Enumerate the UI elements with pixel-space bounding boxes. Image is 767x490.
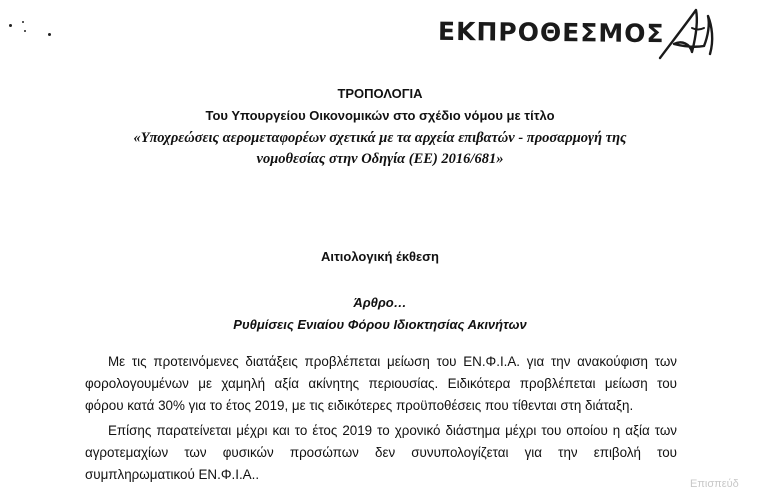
deadline-stamp: ΕΚΠΡΟΘΕΣΜΟΣ <box>437 16 665 49</box>
paragraph-1-line-1: Με τις προτεινόμενες διατάξεις προβλέπεται μείωση του ΕΝ.Φ.Ι.Α. για την ανακούφιση των <box>108 354 677 369</box>
paragraph-2-line-2: αγροτεμαχίων των φυσικών προσώπων δεν συνυπολογίζεται για την επιβολή του <box>85 445 677 460</box>
document-subtitle: Του Υπουργείου Οικονομικών στο σχέδιο νόμου με τίτλο <box>205 108 555 123</box>
section-heading: Αιτιολογική έκθεση <box>321 249 439 264</box>
document-title: ΤΡΟΠΟΛΟΓΙΑ <box>337 86 423 101</box>
paragraph-1-line-2: φορολογουμένων με χαμηλή αξία ακίνητης περιουσίας. Ειδικότερα προβλέπεται μείωση του <box>85 376 677 391</box>
bill-title-line-1: «Υποχρεώσεις αερομεταφορέων σχετικά με τα αρχεία επιβατών - προσαρμογή της <box>133 130 627 146</box>
bill-title-line-2: νομοθεσίας στην Οδηγία (ΕΕ) 2016/681» <box>256 151 504 167</box>
paragraph-2-line-3: συμπληρωματικού ΕΝ.Φ.Ι.Α.. <box>85 467 260 482</box>
paragraph-1-line-3: φόρου κατά 30% για το έτος 2019, με τις ειδικότερες προϋποθέσεις που τίθενται στη διάταξη. <box>85 398 634 413</box>
article-label: Άρθρο… <box>353 295 407 310</box>
paragraph-2-line-1: Επίσης παρατείνεται μέχρι και το έτος 2019 το χρονικό διάστημα μέχρι του οποίου η αξία των <box>108 423 677 438</box>
bleed-through-text: Επισπεύδ <box>690 478 739 490</box>
handwritten-signature-icon <box>652 6 718 62</box>
article-title: Ρυθμίσεις Ενιαίου Φόρου Ιδιοκτησίας Ακινήτων <box>233 317 527 332</box>
